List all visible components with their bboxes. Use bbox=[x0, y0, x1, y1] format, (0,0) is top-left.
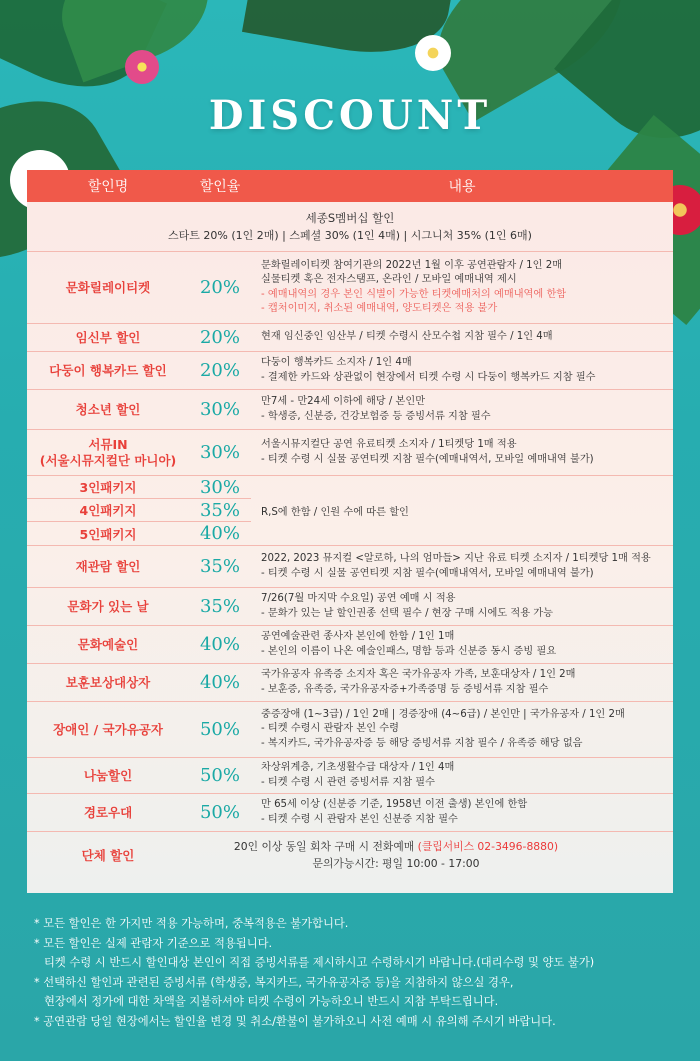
table-row bbox=[27, 390, 673, 430]
table-row bbox=[27, 252, 673, 324]
table-row bbox=[27, 476, 251, 499]
note-line: * 공연관람 당일 현장에서는 할인율 변경 및 취소/환불이 불가하오니 사전 예매 시 유의해 주시기 바랍니다. bbox=[34, 1014, 556, 1028]
discount-name: 나눔할인 bbox=[83, 767, 133, 783]
membership-title: 세종S멤버십 할인 bbox=[305, 210, 395, 225]
table-row bbox=[27, 430, 673, 476]
discount-desc: 중증장애 (1~3급) / 1인 2매 | 경증장애 (4~6급) / 본인만 | 국가유공자 / 1인 2매 - 티켓 수령시 관람자 본인 수령 - 복지카드, 국가유공자증 등 해당 증빙서류 지참 필수 / 유족증 해당 없음 bbox=[261, 708, 625, 749]
discount-desc: 국가유공자 유족증 소지자 혹은 국가유공자 가족, 보훈대상자 / 1인 2매 - 보훈증, 유족증, 국가유공자증+가족증명 등 증빙서류 지참 필수 bbox=[261, 669, 576, 695]
plumeria-flower-icon bbox=[415, 35, 451, 71]
discount-desc: 20인 이상 동일 회차 구매 시 전화예매 (클립서비스 02-3496-8880) 문의가능시간: 평일 10:00 - 17:00 bbox=[233, 839, 559, 870]
table-row bbox=[27, 626, 673, 664]
discount-name: 문화가 있는 날 bbox=[67, 598, 149, 614]
discount-name: 문화예술인 bbox=[77, 636, 139, 652]
header-rate: 할인율 bbox=[199, 179, 241, 195]
header-content: 내용 bbox=[448, 179, 476, 195]
table-row bbox=[27, 499, 251, 522]
table-header bbox=[27, 170, 673, 202]
discount-rate: 30% bbox=[199, 442, 240, 463]
package-group bbox=[27, 476, 673, 546]
hibiscus-flower-icon bbox=[125, 50, 159, 84]
package-desc: R,S에 한함 / 인원 수에 따른 할인 bbox=[261, 507, 409, 518]
discount-rate: 35% bbox=[199, 499, 240, 521]
discount-desc: 만7세 - 만24세 이하에 해당 / 본인만 - 학생증, 신분증, 건강보험증 등 증빙서류 지참 필수 bbox=[261, 396, 491, 422]
discount-desc: 7/26(7월 마지막 수요일) 공연 예매 시 적용 - 문화가 있는 날 할인권종 선택 필수 / 현장 구매 시에도 적용 가능 bbox=[261, 593, 553, 619]
table-row bbox=[27, 588, 673, 626]
discount-desc: 만 65세 이상 (신분증 기준, 1958년 이전 출생) 본인에 한함 - 티켓 수령 시 관람자 본인 신분증 지참 필수 bbox=[261, 799, 528, 825]
discount-name: 임신부 할인 bbox=[75, 329, 141, 345]
table-row bbox=[27, 794, 673, 832]
note-line: 현장에서 정가에 대한 차액을 지불하셔야 티켓 수령이 가능하오니 반드시 지참 부탁드립니다. bbox=[44, 995, 499, 1009]
discount-rate: 20% bbox=[199, 277, 240, 298]
discount-rate: 35% bbox=[199, 556, 240, 577]
table-row bbox=[27, 832, 673, 877]
discount-desc: 차상위계층, 기초생활수급 대상자 / 1인 4매 - 티켓 수령 시 관련 증빙서류 지참 필수 bbox=[261, 762, 455, 788]
discount-rate: 50% bbox=[199, 765, 240, 786]
discount-rate: 20% bbox=[199, 360, 240, 381]
discount-rate: 50% bbox=[199, 802, 240, 823]
discount-desc: 공연예술관련 종사자 본인에 한함 / 1인 1매 - 본인의 이름이 나온 예술인패스, 명함 등과 신분증 동시 증빙 필요 bbox=[261, 631, 557, 657]
page-title: DISCOUNT bbox=[208, 92, 492, 139]
notes bbox=[34, 914, 674, 1032]
note-line: * 모든 할인은 실제 관람자 기준으로 적용됩니다. bbox=[34, 936, 273, 950]
discount-desc: 서울시뮤지컬단 공연 유료티켓 소지자 / 1티켓당 1매 적용 - 티켓 수령 시 실물 공연티켓 지참 필수(예매내역서, 모바일 예매내역 불가) bbox=[261, 439, 594, 465]
discount-desc: 다둥이 행복카드 소지자 / 1인 4매 - 결제한 카드와 상관없이 현장에서 티켓 수령 시 다둥이 행복카드 지참 필수 bbox=[261, 357, 596, 383]
membership-detail: 스타트 20% (1인 2매) | 스페셜 30% (1인 4매) | 시그니처 35% (1인 6매) bbox=[168, 228, 532, 242]
discount-rate: 50% bbox=[199, 719, 240, 740]
header-name: 할인명 bbox=[87, 179, 129, 195]
discount-table bbox=[27, 170, 673, 893]
discount-rate: 30% bbox=[199, 399, 240, 420]
note-line: * 선택하신 할인과 관련된 증빙서류 (학생증, 복지카드, 국가유공자증 등)을 지참하지 않으실 경우, bbox=[34, 975, 514, 989]
discount-rate: 30% bbox=[199, 476, 240, 498]
discount-name: 경로우대 bbox=[83, 804, 133, 820]
table-row bbox=[27, 702, 673, 758]
discount-desc: 2022, 2023 뮤지컬 <알로하, 나의 엄마들> 지난 유료 티켓 소지자 / 1티켓당 1매 적용 - 티켓 수령 시 실물 공연티켓 지참 필수(예매내역서, 모바일 예매내역 불가) bbox=[261, 553, 651, 579]
discount-name: 5인패키지 bbox=[79, 526, 137, 542]
discount-name: 4인패키지 bbox=[79, 503, 137, 518]
discount-desc: 문화릴레이티켓 참여기관의 2022년 1월 이후 공연관람자 / 1인 2매 실물티켓 혹은 전자스탬프, 온라인 / 모바일 예매내역 제시 - 예매내역의 경우 본인 식별이 가능한 티켓예매처의 예매내역에 한함 - 캡처이미지, 취소된 예매내역, 양도티켓은 적용 불가 bbox=[261, 259, 567, 314]
discount-name: 장애인 / 국가유공자 bbox=[53, 721, 163, 737]
discount-name: 보훈보상대상자 bbox=[65, 674, 151, 690]
table-row bbox=[27, 664, 673, 702]
discount-name: 다둥이 행복카드 할인 bbox=[49, 362, 167, 378]
note-line: 티켓 수령 시 반드시 할인대상 본인이 직접 증빙서류를 제시하시고 수령하시기 바랍니다.(대리수령 및 양도 불가) bbox=[44, 956, 595, 970]
discount-name: 청소년 할인 bbox=[75, 401, 141, 417]
table-row bbox=[27, 522, 251, 545]
discount-rate: 20% bbox=[199, 327, 240, 348]
discount-name: 재관람 할인 bbox=[75, 558, 141, 574]
table-row bbox=[27, 324, 673, 352]
phone-number: (클립서비스 02-3496-8880) bbox=[417, 839, 559, 853]
table-row bbox=[27, 546, 673, 588]
table-row bbox=[27, 758, 673, 794]
discount-rate: 35% bbox=[199, 596, 240, 617]
discount-name: 문화릴레이티켓 bbox=[65, 279, 151, 295]
discount-rate: 40% bbox=[199, 672, 240, 693]
discount-rate: 40% bbox=[199, 523, 240, 544]
discount-name: 서뮤IN (서울시뮤지컬단 마니아) bbox=[39, 436, 177, 468]
membership-row bbox=[27, 202, 673, 252]
discount-rate: 40% bbox=[199, 634, 240, 655]
discount-name: 단체 할인 bbox=[81, 847, 135, 863]
table-row bbox=[27, 352, 673, 390]
discount-name: 3인패키지 bbox=[79, 480, 137, 495]
discount-desc: 현재 임신중인 임산부 / 티켓 수령시 산모수첩 지참 필수 / 1인 4매 bbox=[261, 331, 553, 343]
note-line: * 모든 할인은 한 가지만 적용 가능하며, 중복적용은 불가합니다. bbox=[34, 917, 349, 930]
